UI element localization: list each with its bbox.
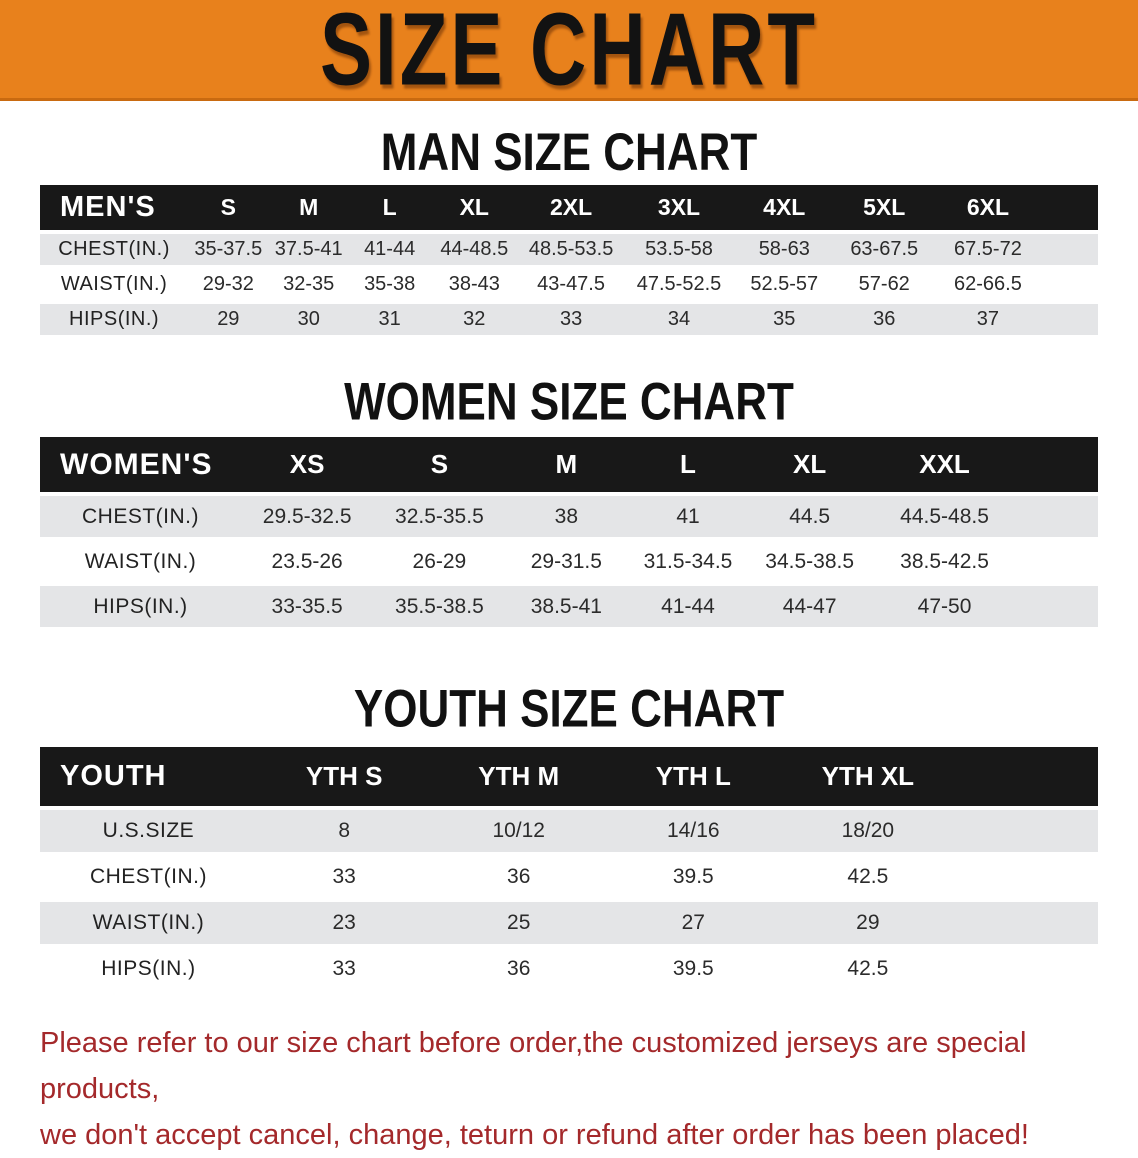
table-title-cell: MEN'S [40, 185, 188, 230]
row-filler-cell [955, 902, 1098, 944]
size-column-header: 6XL [934, 185, 1042, 230]
measurement-value: 39.5 [606, 856, 781, 898]
measurement-value: 30 [269, 304, 349, 335]
measurement-value: 41-44 [627, 586, 749, 627]
size-column-header: YTH S [257, 747, 432, 806]
measurement-value: 37.5-41 [269, 234, 349, 265]
table-title-cell: WOMEN'S [40, 437, 241, 492]
measurement-label: HIPS(IN.) [40, 586, 241, 627]
size-column-header: 4XL [734, 185, 835, 230]
measurement-value: 35-38 [349, 269, 430, 300]
size-column-header: XXL [870, 437, 1018, 492]
measurement-value: 47-50 [870, 586, 1018, 627]
measurement-value: 26-29 [373, 541, 505, 582]
size-column-header: YTH M [431, 747, 606, 806]
measurement-label: HIPS(IN.) [40, 948, 257, 990]
row-filler-cell [955, 810, 1098, 852]
measurement-value: 35 [734, 304, 835, 335]
row-filler-cell [955, 948, 1098, 990]
table-title-cell: YOUTH [40, 747, 257, 806]
measurement-value: 41-44 [349, 234, 430, 265]
measurement-value: 29.5-32.5 [241, 496, 373, 537]
measurement-value: 37 [934, 304, 1042, 335]
measurement-value: 38.5-41 [506, 586, 628, 627]
measurement-value: 18/20 [781, 810, 956, 852]
measurement-value: 42.5 [781, 856, 956, 898]
measurement-value: 43-47.5 [518, 269, 624, 300]
measurement-value: 23.5-26 [241, 541, 373, 582]
measurement-label: WAIST(IN.) [40, 269, 188, 300]
measurement-value: 23 [257, 902, 432, 944]
measurement-value: 35-37.5 [188, 234, 268, 265]
measurement-value: 44.5-48.5 [870, 496, 1018, 537]
measurement-value: 35.5-38.5 [373, 586, 505, 627]
measurement-label: WAIST(IN.) [40, 541, 241, 582]
measurement-value: 10/12 [431, 810, 606, 852]
measurement-value: 14/16 [606, 810, 781, 852]
size-column-header: YTH L [606, 747, 781, 806]
man-section-heading: MAN SIZE CHART [380, 123, 758, 182]
order-policy-line-1: Please refer to our size chart before order,the customized jerseys are special products, [40, 1027, 1027, 1105]
size-column-header: S [188, 185, 268, 230]
measurement-label: CHEST(IN.) [40, 496, 241, 537]
measurement-value: 8 [257, 810, 432, 852]
mens-size-table [40, 181, 1098, 339]
measurement-value: 34.5-38.5 [749, 541, 871, 582]
section-women [0, 339, 1138, 631]
row-filler-cell [1019, 541, 1098, 582]
size-column-header: YTH XL [781, 747, 956, 806]
size-column-header: S [373, 437, 505, 492]
measurement-value: 41 [627, 496, 749, 537]
measurement-value: 32-35 [269, 269, 349, 300]
measurement-value: 67.5-72 [934, 234, 1042, 265]
measurement-value: 29-32 [188, 269, 268, 300]
size-table-header-row [40, 185, 1098, 230]
measurement-value: 47.5-52.5 [624, 269, 734, 300]
measurement-row [40, 856, 1098, 898]
youth-size-table [40, 743, 1098, 994]
section-man [0, 101, 1138, 339]
size-column-header: XS [241, 437, 373, 492]
measurement-row [40, 810, 1098, 852]
measurement-value: 33 [257, 856, 432, 898]
measurement-value: 29 [188, 304, 268, 335]
size-column-header: 5XL [835, 185, 934, 230]
measurement-value: 44-48.5 [430, 234, 518, 265]
measurement-label: WAIST(IN.) [40, 902, 257, 944]
size-column-header: L [627, 437, 749, 492]
order-policy-note [40, 1020, 1118, 1158]
measurement-row [40, 234, 1098, 265]
measurement-value: 53.5-58 [624, 234, 734, 265]
measurement-value: 34 [624, 304, 734, 335]
measurement-value: 32 [430, 304, 518, 335]
womens-size-table [40, 433, 1098, 631]
size-column-header: 2XL [518, 185, 624, 230]
measurement-value: 39.5 [606, 948, 781, 990]
measurement-value: 33 [257, 948, 432, 990]
measurement-value: 31 [349, 304, 430, 335]
row-filler-cell [1042, 269, 1098, 300]
measurement-value: 44.5 [749, 496, 871, 537]
measurement-value: 58-63 [734, 234, 835, 265]
measurement-label: CHEST(IN.) [40, 234, 188, 265]
measurement-row [40, 541, 1098, 582]
size-column-header: M [506, 437, 628, 492]
measurement-label: U.S.SIZE [40, 810, 257, 852]
measurement-row [40, 496, 1098, 537]
size-column-header: M [269, 185, 349, 230]
measurement-value: 27 [606, 902, 781, 944]
measurement-row [40, 902, 1098, 944]
measurement-value: 57-62 [835, 269, 934, 300]
row-filler-cell [1042, 234, 1098, 265]
header-filler-cell [1042, 185, 1098, 230]
size-column-header: L [349, 185, 430, 230]
measurement-value: 25 [431, 902, 606, 944]
measurement-value: 52.5-57 [734, 269, 835, 300]
row-filler-cell [955, 856, 1098, 898]
size-column-header: 3XL [624, 185, 734, 230]
measurement-value: 36 [431, 856, 606, 898]
header-filler-cell [955, 747, 1098, 806]
section-youth [0, 631, 1138, 994]
measurement-value: 38.5-42.5 [870, 541, 1018, 582]
header-filler-cell [1019, 437, 1098, 492]
youth-section-heading: YOUTH SIZE CHART [353, 679, 785, 739]
measurement-value: 29-31.5 [506, 541, 628, 582]
measurement-value: 38 [506, 496, 628, 537]
measurement-value: 32.5-35.5 [373, 496, 505, 537]
measurement-value: 42.5 [781, 948, 956, 990]
measurement-value: 36 [835, 304, 934, 335]
size-column-header: XL [749, 437, 871, 492]
measurement-row [40, 269, 1098, 300]
measurement-value: 33-35.5 [241, 586, 373, 627]
row-filler-cell [1019, 496, 1098, 537]
measurement-value: 33 [518, 304, 624, 335]
measurement-value: 62-66.5 [934, 269, 1042, 300]
size-table-header-row [40, 747, 1098, 806]
measurement-value: 38-43 [430, 269, 518, 300]
measurement-row [40, 948, 1098, 990]
women-section-heading: WOMEN SIZE CHART [344, 372, 794, 432]
banner-title: SIZE CHART [320, 0, 818, 107]
measurement-value: 44-47 [749, 586, 871, 627]
size-table-header-row [40, 437, 1098, 492]
measurement-value: 31.5-34.5 [627, 541, 749, 582]
measurement-value: 63-67.5 [835, 234, 934, 265]
measurement-value: 48.5-53.5 [518, 234, 624, 265]
measurement-label: HIPS(IN.) [40, 304, 188, 335]
measurement-label: CHEST(IN.) [40, 856, 257, 898]
measurement-value: 29 [781, 902, 956, 944]
measurement-value: 36 [431, 948, 606, 990]
order-policy-line-2: we don't accept cancel, change, teturn or refund after order has been placed! [40, 1119, 1029, 1151]
size-column-header: XL [430, 185, 518, 230]
size-chart-banner [0, 0, 1138, 107]
